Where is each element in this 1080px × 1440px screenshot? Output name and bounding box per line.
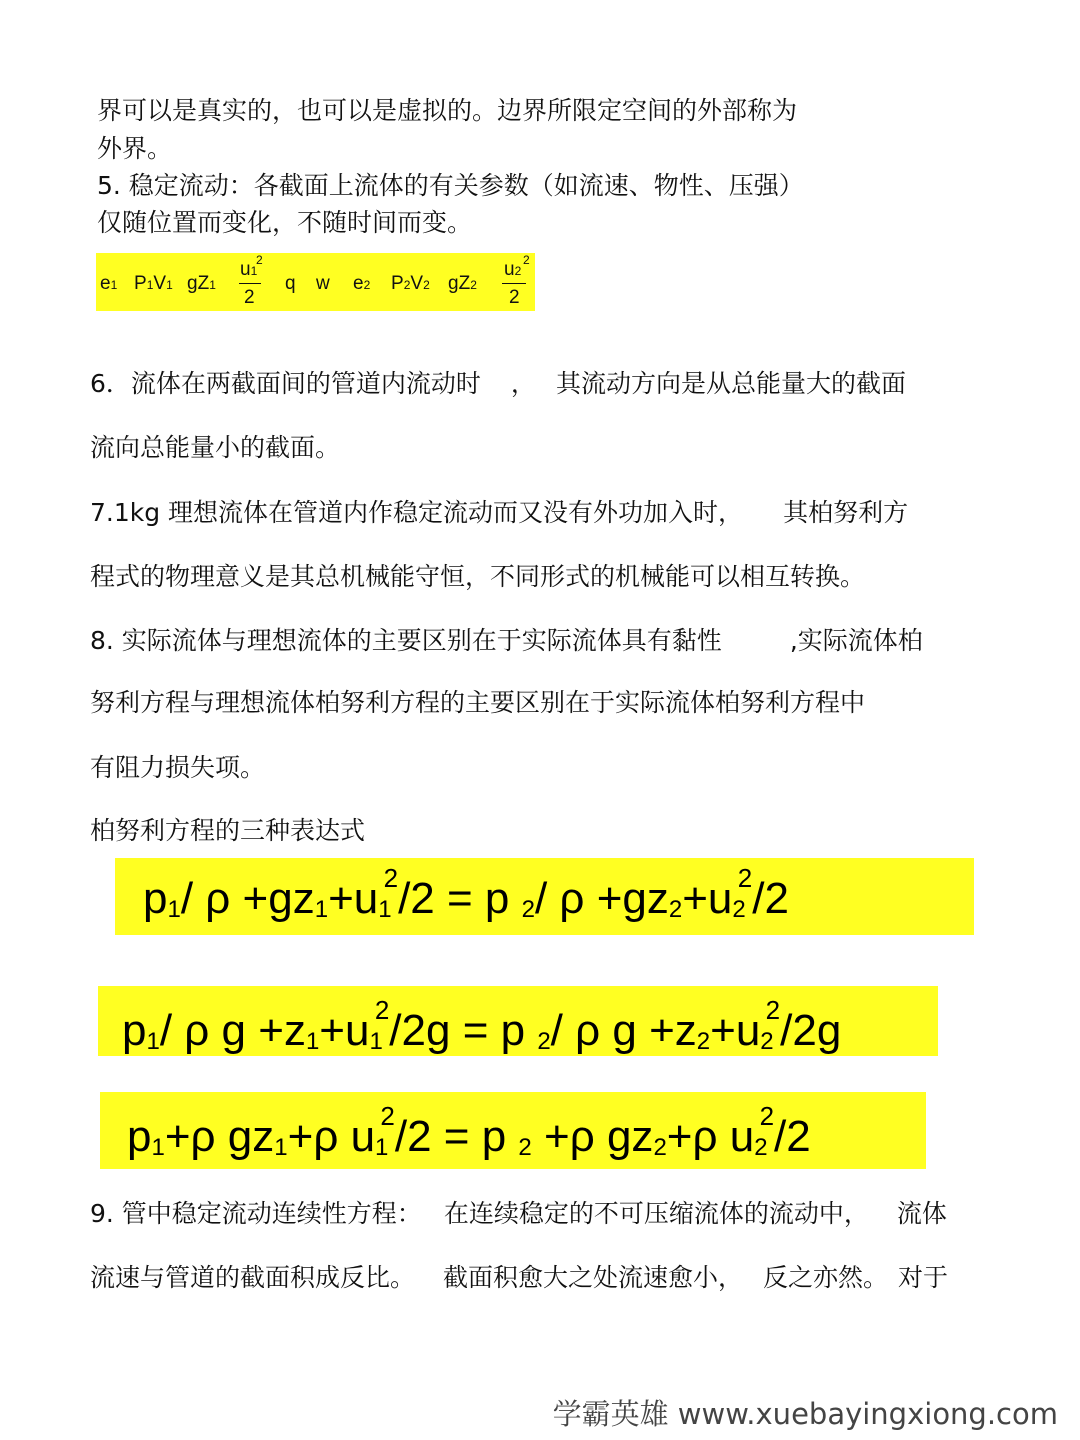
- bernoulli-equation-3: $p_1+\rho$ $gz_1+\rho$ $u_1^2/2 = p$ $_2$ +ρ $gz_2+\rho$ $u_2^2/2$: [127, 1101, 811, 1161]
- energy-equation: e1 P1V1 gZ1 u1 2 2 q w e2 P2V2 gZ2 u2 2 2: [100, 253, 530, 308]
- text-line-1: 界可以是真实的，也可以是虚拟的。边界所限定空间的外部称为: [97, 96, 798, 125]
- text-line-9: 程式的物理意义是其总机械能守恒，不同形式的机械能可以相互转换。: [90, 562, 866, 591]
- text-line-14: 9. 管中稳定流动连续性方程： 在连续稳定的不可压缩流体的流动中， 流体: [90, 1199, 947, 1228]
- text-line-15: 流速与管道的截面积成反比。 截面积愈大之处流速愈小， 反之亦然。 对于: [90, 1263, 949, 1292]
- text-line-2: 外界。: [97, 134, 173, 163]
- text-line-8: 7.1kg 理想流体在管道内作稳定流动而又没有外功加入时， 其柏努利方: [90, 498, 909, 527]
- text-line-11: 努利方程与理想流体柏努利方程的主要区别在于实际流体柏努利方程中: [90, 688, 866, 717]
- text-line-6: 6．流体在两截面间的管道内流动时 ， 其流动方向是从总能量大的截面: [90, 369, 906, 398]
- text-line-13: 柏努利方程的三种表达式: [90, 816, 366, 845]
- footer-watermark: 学霸英雄 www.xuebayingxiong.com: [552, 1397, 1058, 1431]
- text-line-4: 仅随位置而变化，不随时间而变。: [97, 208, 473, 237]
- text-line-12: 有阻力损失项。: [90, 753, 266, 782]
- bernoulli-equation-1: $p_1/$ $\rho +gz_1+u_1^2/2 = p$ $_2$/ $\rho +gz_2+u_2^2/2$: [143, 863, 789, 923]
- bernoulli-equation-2: $p_1/$ ρ $g +z_1+u_1^2/2g = p$ $_2$/ ρ $g +z_2+u_2^2/2g$: [122, 995, 842, 1055]
- text-line-7: 流向总能量小的截面。: [90, 433, 341, 462]
- text-line-3: 5. 稳定流动：各截面上流体的有关参数（如流速、物性、压强）: [97, 171, 804, 200]
- text-line-10: 8. 实际流体与理想流体的主要区别在于实际流体具有黏性 ,实际流体柏: [90, 626, 923, 655]
